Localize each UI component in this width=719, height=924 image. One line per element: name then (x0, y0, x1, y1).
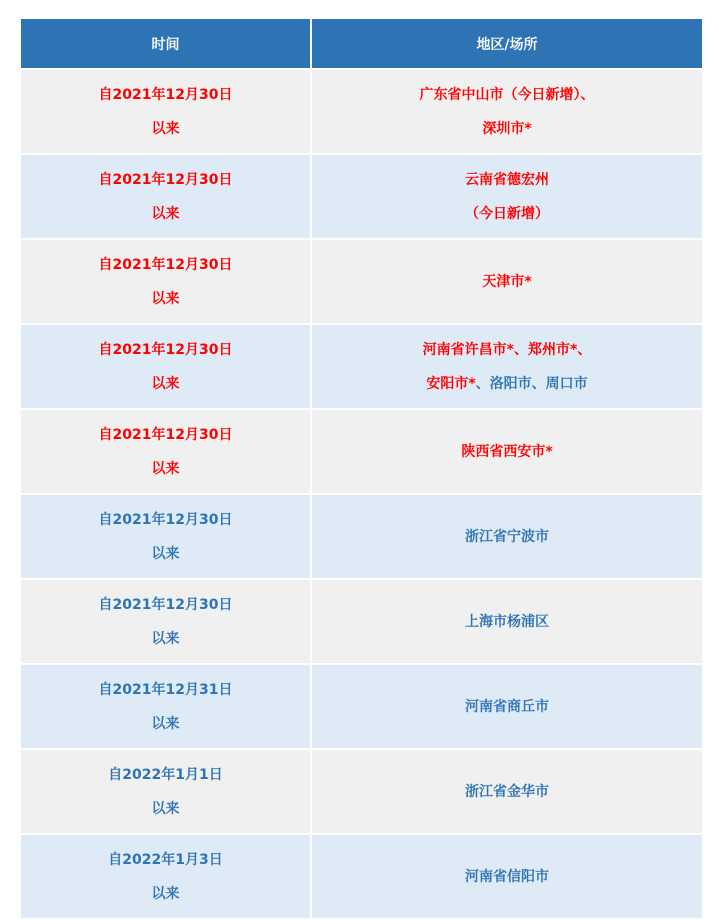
time-cell (21, 834, 311, 919)
place-cell (311, 494, 702, 579)
time-since: 以来 (151, 460, 180, 477)
table-row (21, 324, 702, 409)
time-cell (21, 154, 311, 239)
place-cell (311, 409, 702, 494)
time-start: 自2021年12月30日 (98, 426, 233, 443)
table-row (21, 154, 702, 239)
table-row (21, 69, 702, 154)
time-start: 自2021年12月30日 (98, 86, 233, 103)
time-start: 自2022年1月3日 (108, 851, 223, 868)
time-cell (21, 239, 311, 324)
time-start: 自2021年12月30日 (98, 171, 233, 188)
time-since: 以来 (151, 375, 180, 392)
table-row (21, 749, 702, 834)
place-line-1: 云南省德宏州 (465, 171, 549, 188)
time-since: 以来 (151, 715, 180, 732)
place-line-1: 天津市* (482, 273, 532, 290)
time-start: 自2021年12月31日 (98, 681, 233, 698)
place-line-1: 河南省商丘市 (465, 698, 549, 715)
time-cell (21, 69, 311, 154)
place-cell (311, 324, 702, 409)
place-line-1: 浙江省金华市 (465, 783, 549, 800)
table-header-row (21, 19, 702, 69)
place-cell (311, 579, 702, 664)
time-since: 以来 (151, 800, 180, 817)
time-cell (21, 494, 311, 579)
table-row (21, 409, 702, 494)
place-line-2: 深圳市* (482, 120, 532, 137)
table-row (21, 579, 702, 664)
time-start: 自2021年12月30日 (98, 256, 233, 273)
time-since: 以来 (151, 630, 180, 647)
time-start: 自2022年1月1日 (108, 766, 223, 783)
place-cell (311, 239, 702, 324)
time-since: 以来 (151, 205, 180, 222)
place-line-2-blue: 、洛阳市、周口市 (475, 375, 588, 392)
table-row (21, 664, 702, 749)
table-row (21, 494, 702, 579)
place-line-2: （今日新增） (465, 205, 549, 222)
time-cell (21, 409, 311, 494)
time-cell (21, 324, 311, 409)
time-start: 自2021年12月30日 (98, 596, 233, 613)
place-cell (311, 154, 702, 239)
place-line-1: 河南省许昌市*、郑州市*、 (422, 341, 592, 358)
place-cell (311, 749, 702, 834)
table-row (21, 834, 702, 919)
time-since: 以来 (151, 290, 180, 307)
time-cell (21, 664, 311, 749)
place-cell (311, 834, 702, 919)
place-cell (311, 664, 702, 749)
place-line-1: 浙江省宁波市 (465, 528, 549, 545)
risk-area-table (21, 19, 702, 920)
header-place: 地区/场所 (311, 19, 702, 69)
place-line-1: 陕西省西安市* (461, 443, 553, 460)
time-cell (21, 749, 311, 834)
place-line-2 (312, 367, 702, 401)
time-start: 自2021年12月30日 (98, 341, 233, 358)
place-line-1: 上海市杨浦区 (465, 613, 549, 630)
place-line-2-red: 安阳市* (426, 375, 476, 392)
table-row (21, 239, 702, 324)
time-since: 以来 (151, 120, 180, 137)
time-since: 以来 (151, 885, 180, 902)
place-cell (311, 69, 702, 154)
header-time: 时间 (21, 19, 311, 69)
place-line-1: 广东省中山市（今日新增）、 (419, 86, 595, 103)
risk-area-table-wrapper (21, 19, 702, 920)
time-start: 自2021年12月30日 (98, 511, 233, 528)
time-since: 以来 (151, 545, 180, 562)
place-line-1: 河南省信阳市 (465, 868, 549, 885)
time-cell (21, 579, 311, 664)
